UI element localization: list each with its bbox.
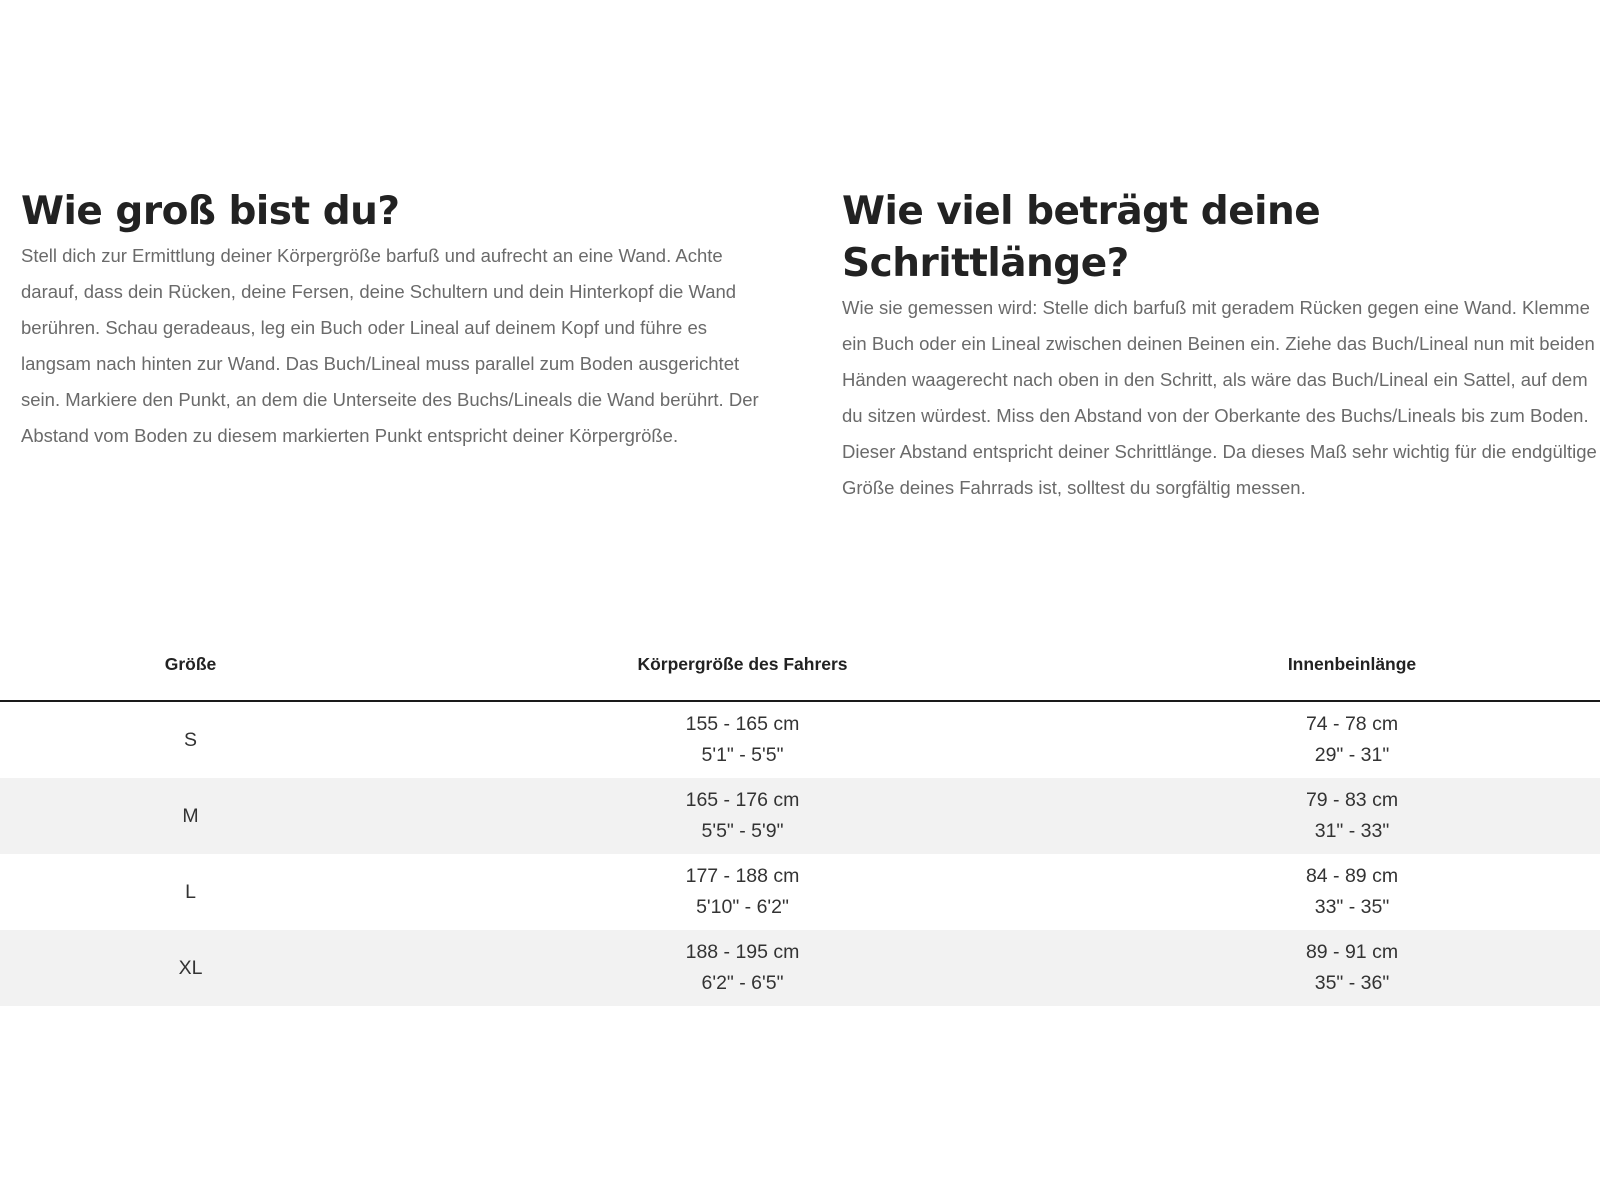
height-ft: 6'2" - 6'5"	[701, 972, 784, 994]
height-cm: 177 - 188 cm	[685, 865, 800, 887]
inseam-section	[842, 186, 1600, 506]
inseam-cell	[1104, 930, 1600, 1006]
inseam-cell	[1104, 778, 1600, 854]
height-ft: 5'1" - 5'5"	[701, 744, 784, 766]
size-cell: S	[183, 728, 197, 751]
header-size: Größe	[0, 654, 381, 701]
table-row	[0, 854, 1600, 930]
size-cell: L	[185, 880, 196, 903]
height-section	[21, 186, 781, 454]
inseam-section-text: Wie sie gemessen wird: Stelle dich barfuß mit geradem Rücken gegen eine Wand. Klemme ein Buch oder ein Lineal zwischen deinen Beinen ein. Ziehe das Buch/Lineal nun mit beiden Händen waagerecht nach oben in den Schritt, als wäre das Buch/Lineal ein Sattel, auf dem du sitzen würdest. Miss den Abstand von der Oberkante des Buchs/Lineals bis zum Boden. Dieser Abstand entspricht deiner Schrittlänge. Da dieses Maß sehr wichtig für die endgültige Größe deines Fahrrads ist, solltest du sorgfältig messen.	[842, 297, 1597, 498]
size-cell: M	[0, 778, 381, 854]
inseam-in: 33" - 35"	[1314, 896, 1390, 918]
height-ft: 5'10" - 6'2"	[696, 896, 789, 918]
size-chart-table	[0, 654, 1600, 1006]
height-section-title: Wie groß bist du?	[21, 189, 400, 234]
inseam-in: 31" - 33"	[1314, 820, 1390, 842]
table-header-row	[0, 654, 1600, 701]
inseam-in: 29" - 31"	[1314, 744, 1390, 766]
height-cm: 155 - 165 cm	[685, 713, 800, 735]
inseam-in: 35" - 36"	[1314, 972, 1390, 994]
table-row	[0, 701, 1600, 778]
height-cm: 188 - 195 cm	[685, 941, 800, 963]
inseam-cell	[1104, 854, 1600, 930]
inseam-cm: 79 - 83 cm	[1305, 789, 1399, 811]
height-section-text: Stell dich zur Ermittlung deiner Körpergröße barfuß und aufrecht an eine Wand. Achte darauf, dass dein Rücken, deine Fersen, deine Schultern und dein Hinterkopf die Wand berühren. Schau geradeaus, leg ein Buch oder Lineal auf deinem Kopf und führe es langsam nach hinten zur Wand. Das Buch/Lineal muss parallel zum Boden ausgerichtet sein. Markiere den Punkt, an dem die Unterseite des Buchs/Lineals die Wand berührt. Der Abstand vom Boden zu diesem markierten Punkt entspricht deiner Körpergröße.	[21, 245, 759, 446]
height-cm: 165 - 176 cm	[685, 789, 800, 811]
table-row	[0, 930, 1600, 1006]
size-cell: XL	[0, 930, 381, 1006]
inseam-cm: 74 - 78 cm	[1305, 713, 1399, 735]
header-rider-height: Körpergröße des Fahrers	[381, 654, 1104, 701]
rider-height-cell	[381, 854, 1104, 930]
table-row	[0, 778, 1600, 854]
height-ft: 5'5" - 5'9"	[701, 820, 784, 842]
inseam-cm: 89 - 91 cm	[1305, 941, 1399, 963]
inseam-section-title: Wie viel beträgt deine Schrittlänge?	[842, 189, 1321, 286]
inseam-cm: 84 - 89 cm	[1305, 865, 1399, 887]
header-inseam: Innenbeinlänge	[1104, 654, 1600, 701]
rider-height-cell	[381, 701, 1104, 778]
rider-height-cell	[381, 778, 1104, 854]
rider-height-cell	[381, 930, 1104, 1006]
inseam-cell	[1104, 701, 1600, 778]
